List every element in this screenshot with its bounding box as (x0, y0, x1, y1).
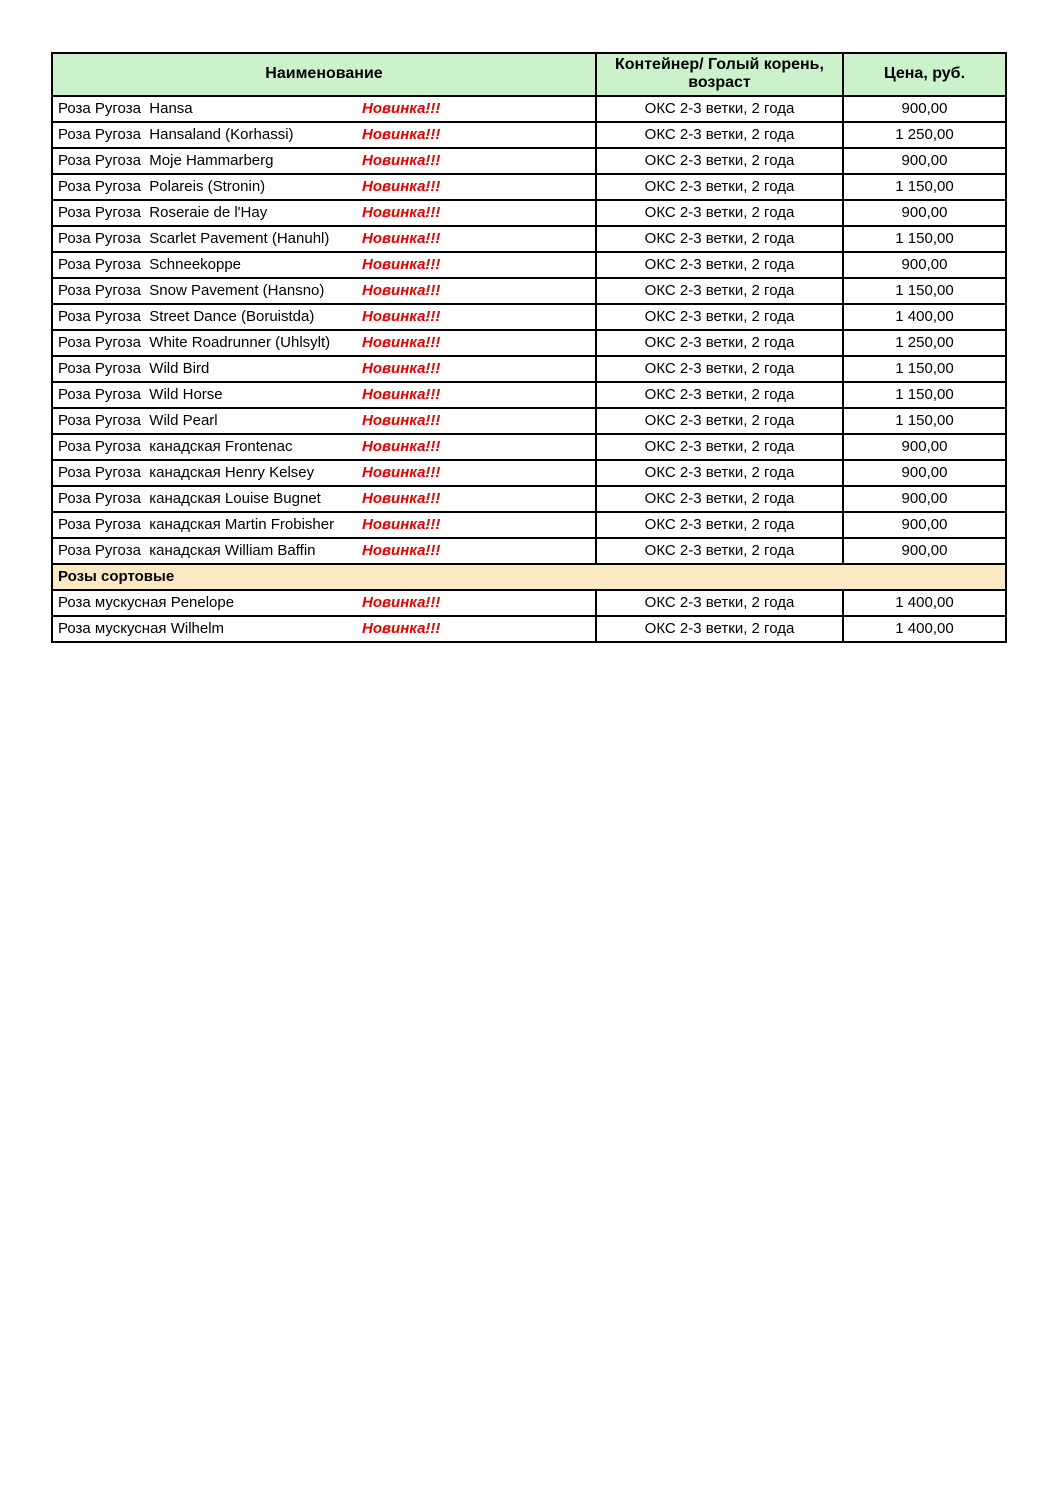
novelty-badge: Новинка!!! (362, 464, 441, 482)
novelty-badge: Новинка!!! (362, 178, 441, 196)
plant-name: Роза Ругоза канадская Henry Kelsey (58, 464, 315, 482)
novelty-badge: Новинка!!! (362, 594, 441, 612)
price-cell: 1 400,00 (843, 616, 1006, 642)
name-cell (52, 408, 596, 434)
container-cell: ОКС 2-3 ветки, 2 года (596, 408, 843, 434)
table-body (52, 96, 1006, 642)
plant-name: Роза Ругоза канадская William Baffin (58, 542, 316, 560)
novelty-badge: Новинка!!! (362, 386, 441, 404)
novelty-badge: Новинка!!! (362, 308, 441, 326)
novelty-badge: Новинка!!! (362, 230, 441, 248)
table-row (52, 252, 1006, 278)
name-cell (52, 590, 596, 616)
price-cell: 900,00 (843, 486, 1006, 512)
container-cell: ОКС 2-3 ветки, 2 года (596, 96, 843, 122)
name-cell (52, 174, 596, 200)
name-cell (52, 200, 596, 226)
plant-name: Роза Ругоза Wild Bird (58, 360, 210, 378)
novelty-badge: Новинка!!! (362, 282, 441, 300)
name-cell (52, 304, 596, 330)
plant-name: Роза Ругоза канадская Martin Frobisher (58, 516, 335, 534)
plant-name: Роза Ругоза Wild Pearl (58, 412, 218, 430)
table-row (52, 486, 1006, 512)
price-cell: 900,00 (843, 148, 1006, 174)
plant-name: Роза Ругоза Roseraie de l'Hay (58, 204, 268, 222)
name-cell (52, 512, 596, 538)
table-row (52, 200, 1006, 226)
table-row (52, 96, 1006, 122)
container-cell: ОКС 2-3 ветки, 2 года (596, 460, 843, 486)
name-cell (52, 382, 596, 408)
novelty-badge: Новинка!!! (362, 204, 441, 222)
table-row (52, 148, 1006, 174)
price-cell: 900,00 (843, 96, 1006, 122)
plant-name: Роза Ругоза Wild Horse (58, 386, 223, 404)
table-row (52, 304, 1006, 330)
novelty-badge: Новинка!!! (362, 334, 441, 352)
plant-name: Роза мускусная Penelope (58, 594, 235, 612)
table-row (52, 538, 1006, 564)
price-cell: 1 150,00 (843, 382, 1006, 408)
price-cell: 1 400,00 (843, 304, 1006, 330)
container-cell: ОКС 2-3 ветки, 2 года (596, 252, 843, 278)
container-cell: ОКС 2-3 ветки, 2 года (596, 512, 843, 538)
novelty-badge: Новинка!!! (362, 516, 441, 534)
container-cell: ОКС 2-3 ветки, 2 года (596, 330, 843, 356)
container-cell: ОКС 2-3 ветки, 2 года (596, 278, 843, 304)
table-row (52, 382, 1006, 408)
table-row (52, 278, 1006, 304)
table-row (52, 512, 1006, 538)
header-price: Цена, руб. (843, 53, 1006, 96)
table-row (52, 174, 1006, 200)
name-cell (52, 96, 596, 122)
container-cell: ОКС 2-3 ветки, 2 года (596, 122, 843, 148)
plant-name: Роза Ругоза Hansaland (Korhassi) (58, 126, 294, 144)
container-cell: ОКС 2-3 ветки, 2 года (596, 616, 843, 642)
table-row (52, 226, 1006, 252)
name-cell (52, 226, 596, 252)
header-row (52, 53, 1006, 96)
plant-name: Роза Ругоза Schneekoppe (58, 256, 242, 274)
name-cell (52, 434, 596, 460)
container-cell: ОКС 2-3 ветки, 2 года (596, 486, 843, 512)
price-table (51, 52, 1007, 643)
container-cell: ОКС 2-3 ветки, 2 года (596, 356, 843, 382)
plant-name: Роза Ругоза Moje Hammarberg (58, 152, 274, 170)
name-cell (52, 330, 596, 356)
novelty-badge: Новинка!!! (362, 542, 441, 560)
price-cell: 1 150,00 (843, 356, 1006, 382)
name-cell (52, 356, 596, 382)
novelty-badge: Новинка!!! (362, 438, 441, 456)
novelty-badge: Новинка!!! (362, 100, 441, 118)
plant-name: Роза Ругоза Snow Pavement (Hansno) (58, 282, 325, 300)
table-row (52, 590, 1006, 616)
container-cell: ОКС 2-3 ветки, 2 года (596, 434, 843, 460)
table-row (52, 330, 1006, 356)
novelty-badge: Новинка!!! (362, 152, 441, 170)
price-cell: 1 150,00 (843, 226, 1006, 252)
price-cell: 1 150,00 (843, 174, 1006, 200)
name-cell (52, 538, 596, 564)
price-cell: 900,00 (843, 200, 1006, 226)
name-cell (52, 122, 596, 148)
section-row (52, 564, 1006, 590)
table-row (52, 616, 1006, 642)
novelty-badge: Новинка!!! (362, 126, 441, 144)
plant-name: Роза мускусная Wilhelm (58, 620, 225, 638)
plant-name: Роза Ругоза Polareis (Stronin) (58, 178, 266, 196)
container-cell: ОКС 2-3 ветки, 2 года (596, 538, 843, 564)
price-cell: 1 400,00 (843, 590, 1006, 616)
price-cell: 900,00 (843, 538, 1006, 564)
price-cell: 900,00 (843, 434, 1006, 460)
price-cell: 900,00 (843, 512, 1006, 538)
name-cell (52, 278, 596, 304)
name-cell (52, 252, 596, 278)
plant-name: Роза Ругоза Hansa (58, 100, 193, 118)
container-cell: ОКС 2-3 ветки, 2 года (596, 174, 843, 200)
table-row (52, 356, 1006, 382)
price-cell: 1 150,00 (843, 278, 1006, 304)
plant-name: Роза Ругоза канадская Louise Bugnet (58, 490, 321, 508)
price-cell: 1 250,00 (843, 122, 1006, 148)
plant-name: Роза Ругоза Street Dance (Boruistda) (58, 308, 315, 326)
container-cell: ОКС 2-3 ветки, 2 года (596, 200, 843, 226)
table-row (52, 460, 1006, 486)
novelty-badge: Новинка!!! (362, 620, 441, 638)
price-cell: 900,00 (843, 252, 1006, 278)
price-cell: 1 150,00 (843, 408, 1006, 434)
novelty-badge: Новинка!!! (362, 256, 441, 274)
table-row (52, 408, 1006, 434)
name-cell (52, 148, 596, 174)
name-cell (52, 460, 596, 486)
novelty-badge: Новинка!!! (362, 360, 441, 378)
container-cell: ОКС 2-3 ветки, 2 года (596, 590, 843, 616)
price-cell: 1 250,00 (843, 330, 1006, 356)
plant-name: Роза Ругоза Scarlet Pavement (Hanuhl) (58, 230, 330, 248)
table-row (52, 122, 1006, 148)
plant-name: Роза Ругоза канадская Frontenac (58, 438, 293, 456)
container-cell: ОКС 2-3 ветки, 2 года (596, 226, 843, 252)
container-cell: ОКС 2-3 ветки, 2 года (596, 304, 843, 330)
header-container: Контейнер/ Голый корень, возраст (596, 53, 843, 96)
novelty-badge: Новинка!!! (362, 412, 441, 430)
container-cell: ОКС 2-3 ветки, 2 года (596, 148, 843, 174)
price-cell: 900,00 (843, 460, 1006, 486)
section-label: Розы сортовые (52, 564, 1006, 590)
name-cell (52, 486, 596, 512)
container-cell: ОКС 2-3 ветки, 2 года (596, 382, 843, 408)
novelty-badge: Новинка!!! (362, 490, 441, 508)
plant-name: Роза Ругоза White Roadrunner (Uhlsylt) (58, 334, 331, 352)
name-cell (52, 616, 596, 642)
header-name: Наименование (52, 53, 596, 96)
table-row (52, 434, 1006, 460)
